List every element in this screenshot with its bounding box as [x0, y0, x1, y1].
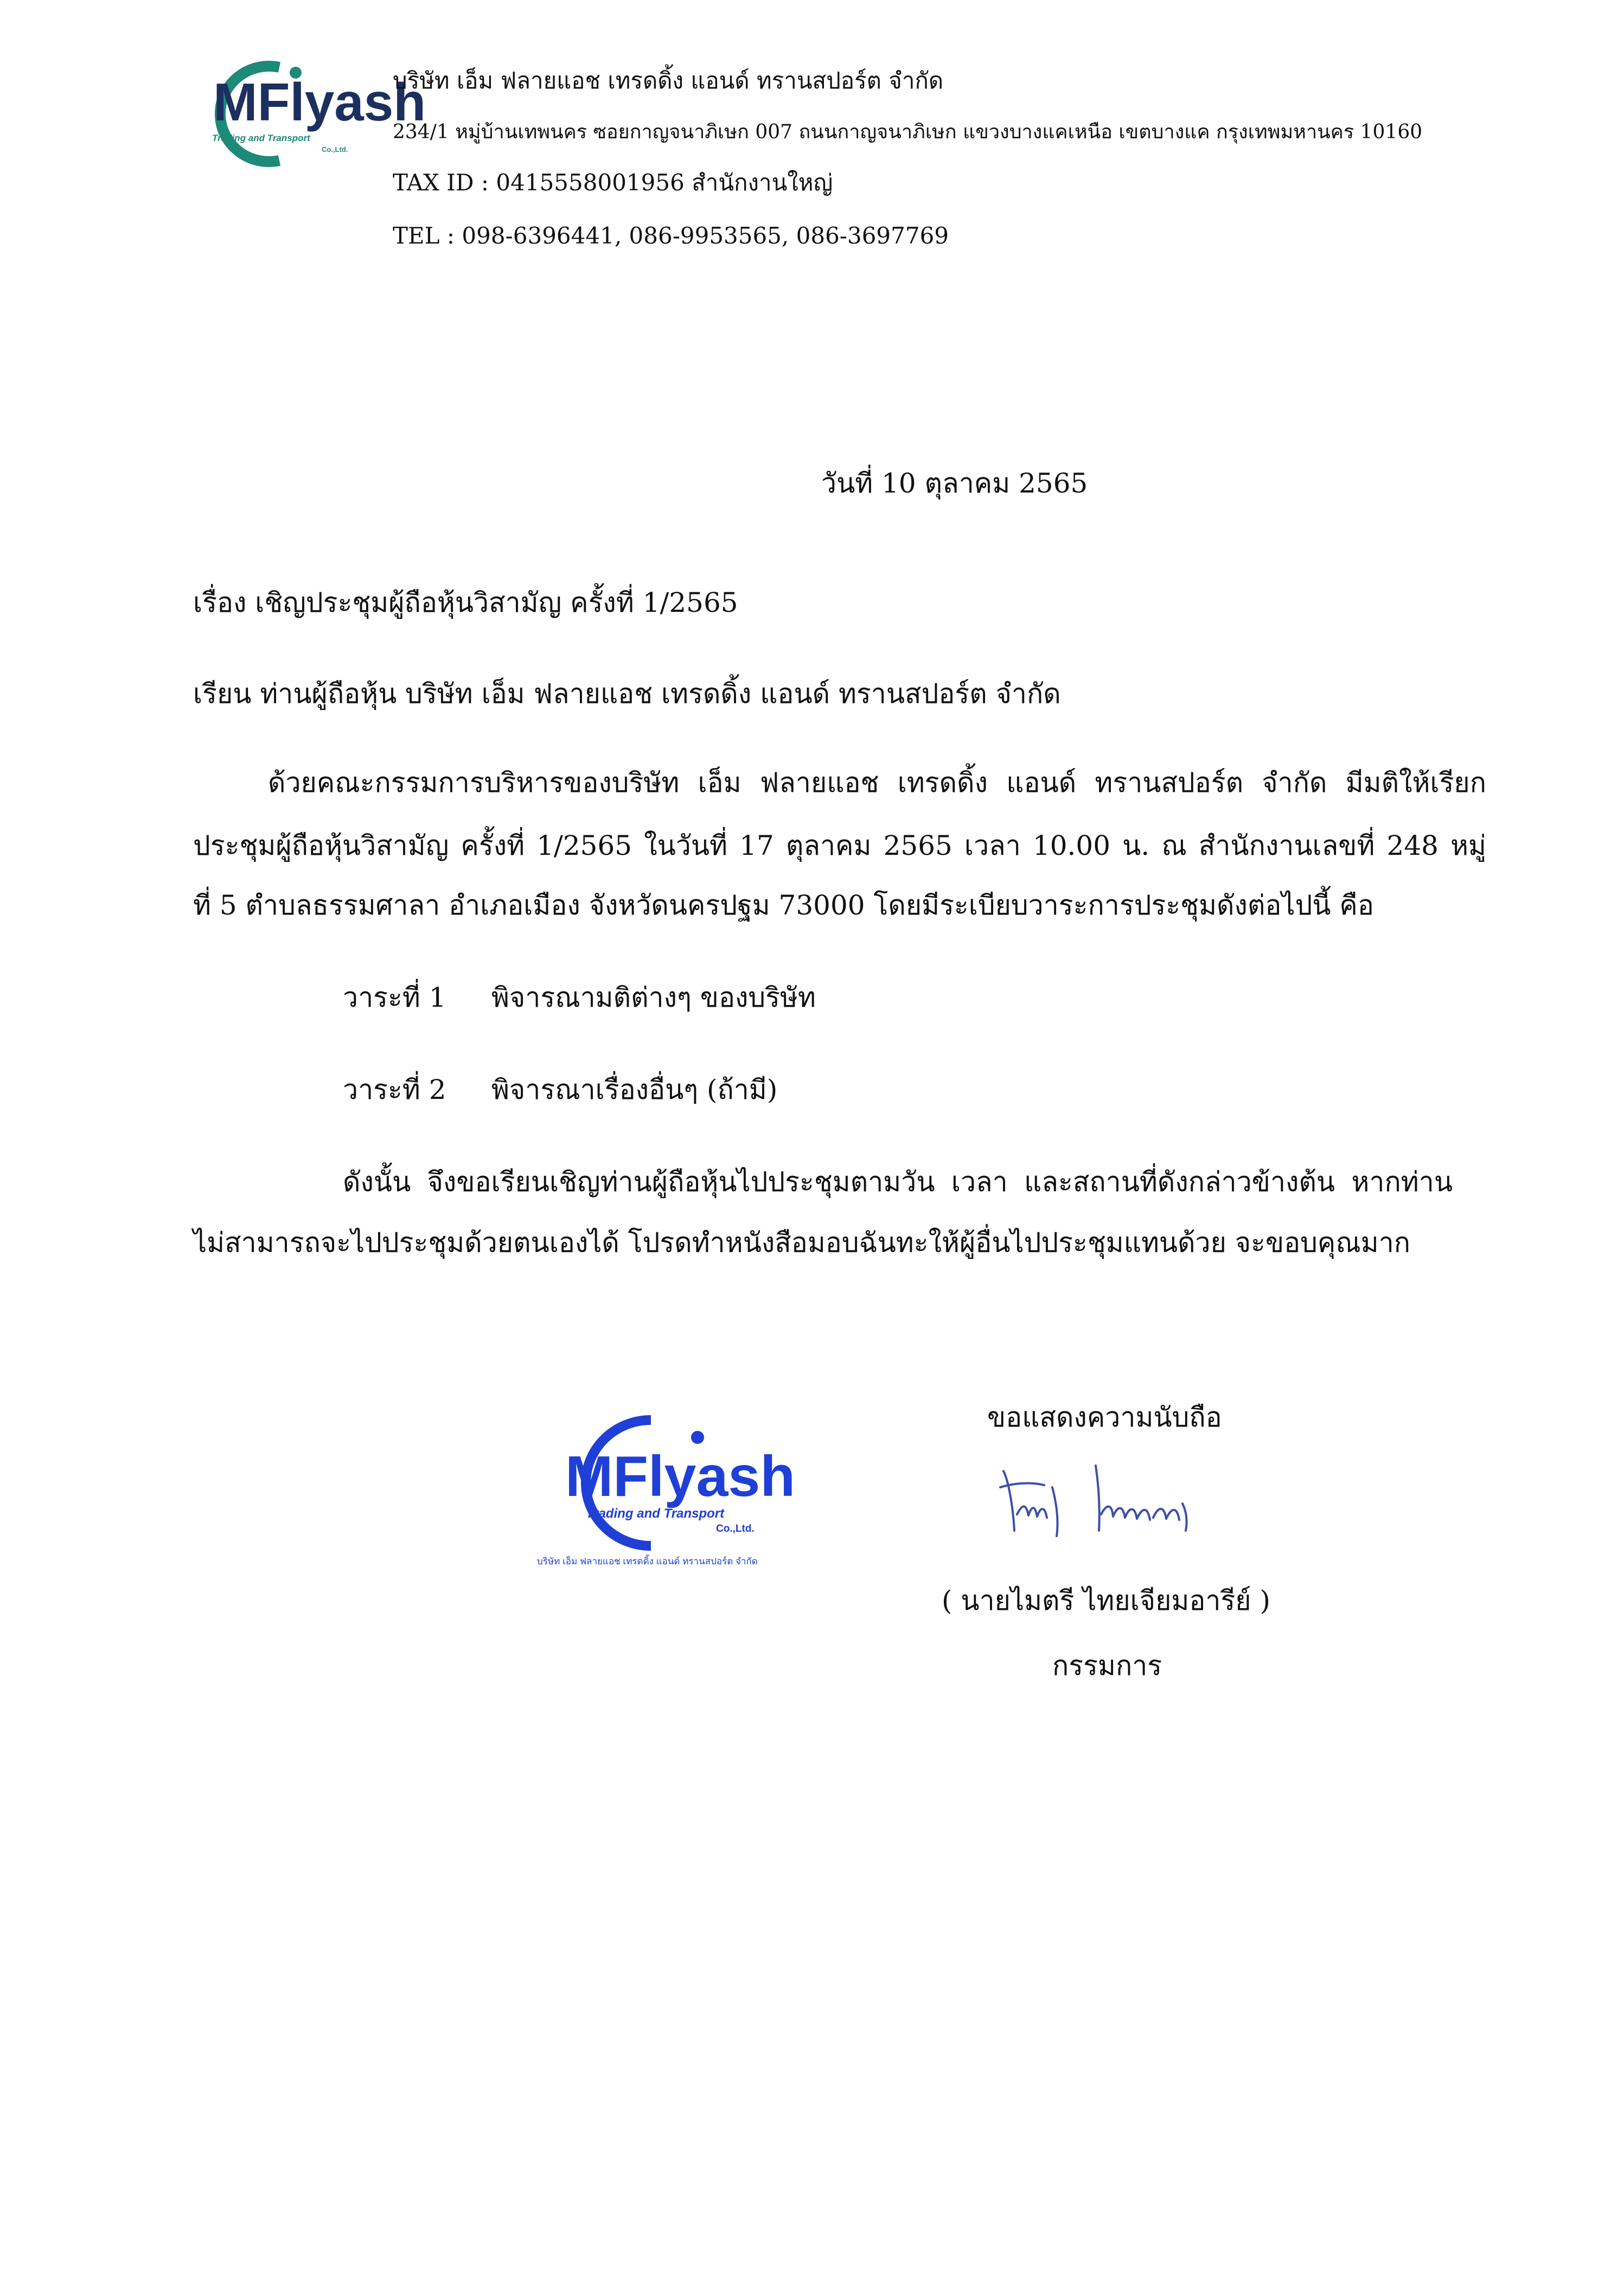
stamp-sub2: Co.,Ltd.: [716, 1523, 755, 1534]
body2-line2: ไม่สามารถจะไปประชุมด้วยตนเองได้ โปรดทำหนังสือมอบฉันทะให้ผู้อื่นไปประชุมแทนด้วย จะขอบคุณมาก: [193, 1227, 1411, 1258]
agenda-1-text: พิจารณามติต่างๆ ของบริษัท: [491, 982, 816, 1013]
letter-subject: เรื่อง เชิญประชุมผู้ถือหุ้นวิสามัญ ครั้งที่ 1/2565: [193, 587, 738, 618]
letter-date: วันที่ 10 ตุลาคม 2565: [821, 468, 1088, 499]
company-stamp: [537, 1415, 830, 1572]
signer-name: ( นายไมตรี ไทยเจียมอารีย์ ): [942, 1585, 1270, 1616]
letter-recipient: เรียน ท่านผู้ถือหุ้น บริษัท เอ็ม ฟลายแอช เทรดดิ้ง แอนด์ ทรานสปอร์ต จำกัด: [193, 678, 1061, 709]
closing-greeting: ขอแสดงความนับถือ: [987, 1402, 1222, 1433]
stamp-brand: MFlyash: [565, 1444, 796, 1508]
telephone: TEL : 098-6396441, 086-9953565, 086-3697769: [393, 222, 949, 249]
agenda-1-number: วาระที่ 1: [343, 982, 446, 1013]
company-address: 234/1 หมู่บ้านเทพนคร ซอยกาญจนาภิเษก 007 ถนนกาญจนาภิเษก แขวงบางแคเหนือ เขตบางแค กรุงเทพมหานคร 10160: [393, 121, 1423, 143]
body2-line1: ดังนั้น จึงขอเรียนเชิญท่านผู้ถือหุ้นไปประชุมตามวัน เวลา และสถานที่ดังกล่าวข้างต้น หากท่าน: [343, 1166, 1453, 1198]
company-logo: [193, 60, 426, 168]
agenda-2-number: วาระที่ 2: [343, 1074, 446, 1105]
logo-sub2: Co.,Ltd.: [322, 145, 348, 154]
tax-id: TAX ID : 0415558001956 สำนักงานใหญ่: [393, 169, 833, 196]
body1-line1: ด้วยคณะกรรมการบริหารของบริษัท เอ็ม ฟลายแอช เทรดดิ้ง แอนด์ ทรานสปอร์ต จำกัด มีมติให้เรียก: [268, 767, 1486, 798]
signature: [993, 1449, 1237, 1552]
company-name: บริษัท เอ็ม ฟลายแอช เทรดดิ้ง แอนด์ ทรานสปอร์ต จำกัด: [393, 67, 944, 94]
stamp-company-th: บริษัท เอ็ม ฟลายแอช เทรดดิ้ง แอนด์ ทรานสปอร์ต จำกัด: [537, 1556, 758, 1566]
logo-sub1: Trading and Transport: [212, 133, 310, 143]
body1-line2: ประชุมผู้ถือหุ้นวิสามัญ ครั้งที่ 1/2565 ในวันที่ 17 ตุลาคม 2565 เวลา 10.00 น. ณ สำนักงานเลขที่ 248 หมู่: [193, 830, 1486, 861]
signer-title: กรรมการ: [1052, 1650, 1162, 1681]
stamp-sub1: Trading and Transport: [586, 1506, 725, 1521]
agenda-2-text: พิจารณาเรื่องอื่นๆ (ถ้ามี): [491, 1074, 778, 1105]
logo-brand-m: MFlyash: [213, 72, 426, 132]
body1-line3: ที่ 5 ตำบลธรรมศาลา อำเภอเมือง จังหวัดนครปฐม 73000 โดยมีระเบียบวาระการประชุมดังต่อไปนี้ คือ: [193, 890, 1374, 921]
